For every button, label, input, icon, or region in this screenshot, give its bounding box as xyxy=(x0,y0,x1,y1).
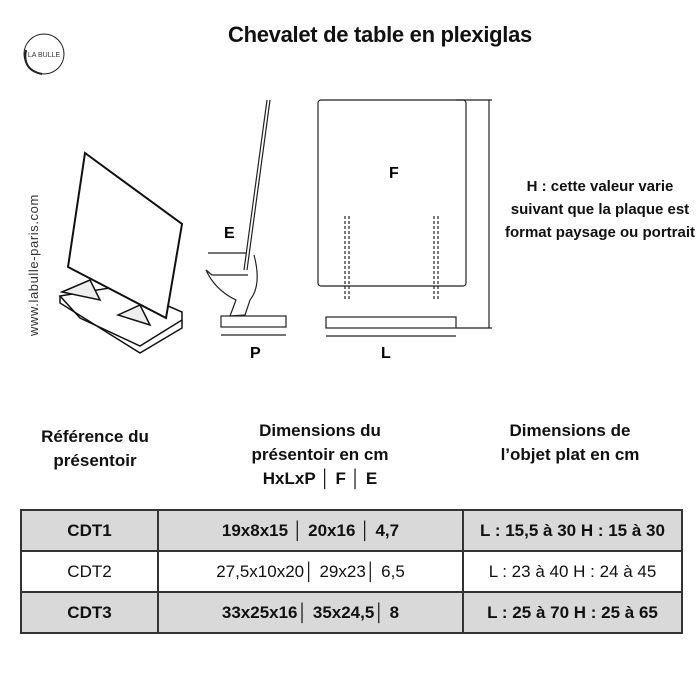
table-row xyxy=(21,551,682,592)
label-f: F xyxy=(389,165,399,182)
header-object-line: Dimensions de xyxy=(509,421,631,440)
header-reference-line: Référence du xyxy=(41,427,149,446)
header-dimensions xyxy=(220,419,420,491)
cell-ref: CDT1 xyxy=(21,510,158,551)
header-object-line: l’objet plat en cm xyxy=(500,445,640,464)
cell-dims: 19x8x15 │ 20x16 │ 4,7 xyxy=(158,510,463,551)
label-l: L xyxy=(381,345,391,362)
height-note: H : cette valeur varie suivant que la plaque est format paysage ou portrait xyxy=(504,178,696,241)
header-reference-line: présentoir xyxy=(53,451,137,470)
header-dimensions-line: présentoir en cm xyxy=(251,445,389,464)
header-reference xyxy=(20,425,170,473)
dimensions-table xyxy=(20,509,683,634)
perspective-view xyxy=(60,153,182,353)
website-url: www.labulle-paris.com xyxy=(26,194,41,336)
cell-obj: L : 25 à 70 H : 25 à 65 xyxy=(463,592,682,633)
cell-dims: 33x25x16│ 35x24,5│ 8 xyxy=(158,592,463,633)
cell-ref: CDT3 xyxy=(21,592,158,633)
label-p: P xyxy=(250,345,261,362)
table-row xyxy=(21,510,682,551)
label-e: E xyxy=(224,225,235,242)
cell-dims: 27,5x10x20│ 29x23│ 6,5 xyxy=(158,551,463,592)
cell-obj: L : 23 à 40 H : 24 à 45 xyxy=(463,551,682,592)
header-dimensions-line: HxLxP │ F │ E xyxy=(262,469,378,488)
side-view xyxy=(206,100,286,335)
cell-obj: L : 15,5 à 30 H : 15 à 30 xyxy=(463,510,682,551)
header-object xyxy=(470,419,670,467)
svg-text:LA BULLE: LA BULLE xyxy=(27,52,61,59)
page-title: Chevalet de table en plexiglas xyxy=(227,22,532,47)
front-view xyxy=(318,100,492,336)
table-row xyxy=(21,592,682,633)
header-dimensions-line: Dimensions du xyxy=(259,421,381,440)
cell-ref: CDT2 xyxy=(21,551,158,592)
